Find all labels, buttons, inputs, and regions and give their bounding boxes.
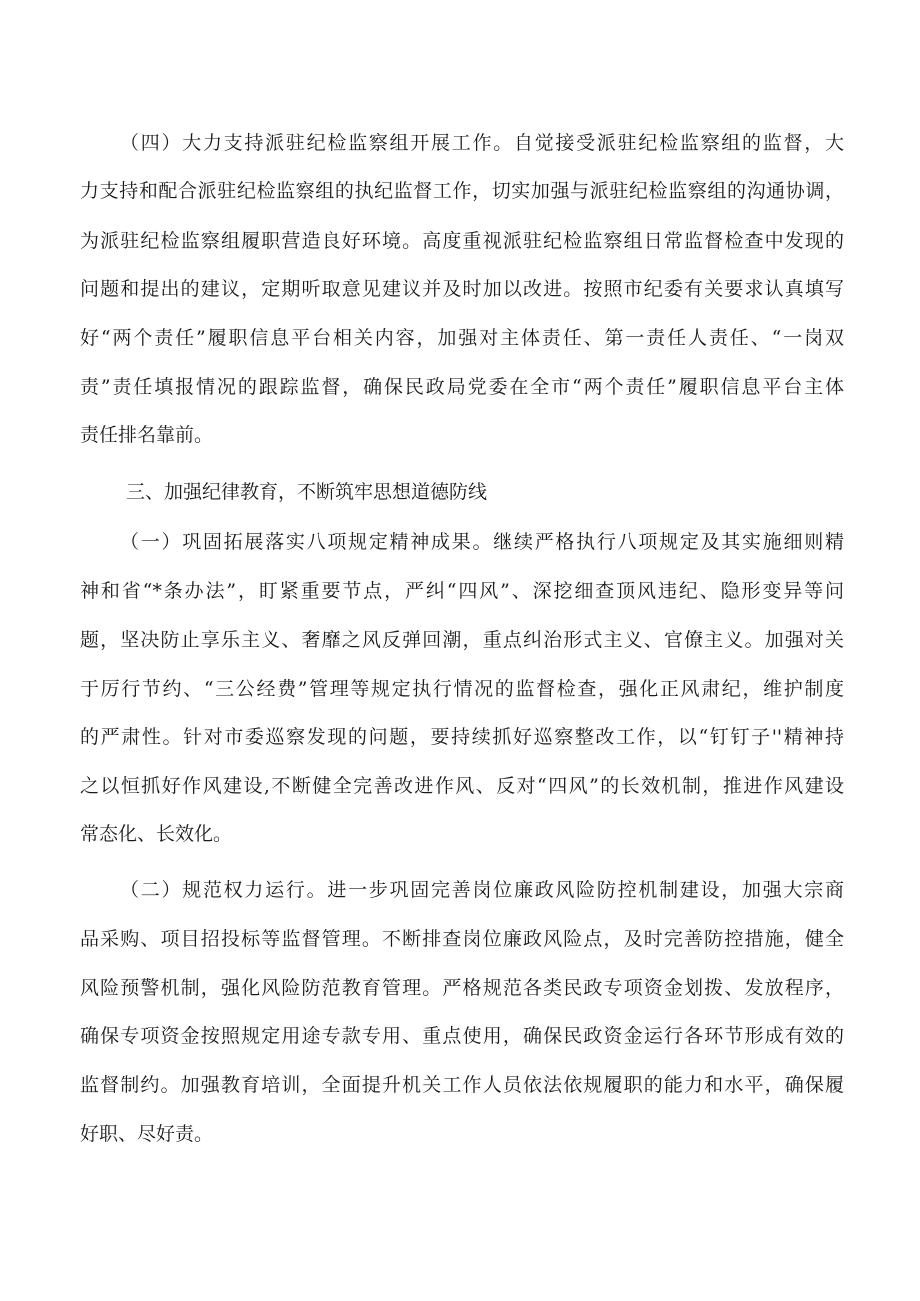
paragraph-2-line-2: 品采购、项目招投标等监督管理。不断排查岗位廉政风险点，及时完善防控措施，健全: [80, 928, 844, 950]
paragraph-1-line-4: 于厉行节约、“三公经费”管理等规定执行情况的监督检查，强化正风肃纪，维护制度: [80, 678, 844, 700]
paragraph-1-line-5: 的严肃性。针对市委巡察发现的问题，要持续抓好巡察整改工作，以“钉钉子''精神持: [80, 726, 844, 748]
paragraph-1-line-3: 题，坚决防止享乐主义、奢靡之风反弹回潮，重点纠治形式主义、官僚主义。加强对关: [80, 629, 844, 651]
paragraph-1-line-6: 之以恒抓好作风建设,不断健全完善改进作风、反对“四风”的长效机制，推进作风建设: [80, 775, 844, 797]
paragraph-4-line-3: 为派驻纪检监察组履职营造良好环境。高度重视派驻纪检监察组日常监督检查中发现的: [80, 230, 844, 252]
paragraph-4-line-6: 责”责任填报情况的跟踪监督，确保民政局党委在全市“两个责任”履职信息平台主体: [80, 376, 844, 398]
paragraph-1-line-1: （一）巩固拓展落实八项规定精神成果。继续严格执行八项规定及其实施细则精: [120, 531, 844, 553]
section-heading-3: 三、加强纪律教育，不断筑牢思想道德防线: [126, 481, 488, 503]
paragraph-4-line-4: 问题和提出的建议，定期听取意见建议并及时加以改进。按照市纪委有关要求认真填写: [80, 278, 844, 300]
paragraph-4-line-1: （四）大力支持派驻纪检监察组开展工作。自觉接受派驻纪检监察组的监督，大: [120, 132, 844, 154]
paragraph-4-line-5: 好“两个责任”履职信息平台相关内容，加强对主体责任、第一责任人责任、“一岗双: [80, 327, 844, 349]
paragraph-4-line-2: 力支持和配合派驻纪检监察组的执纪监督工作，切实加强与派驻纪检监察组的沟通协调，: [80, 180, 844, 202]
paragraph-1-line-7: 常态化、长效化。: [80, 823, 233, 845]
paragraph-2-line-3: 风险预警机制，强化风险防范教育管理。严格规范各类民政专项资金划拨、发放程序，: [80, 977, 844, 999]
paragraph-1-line-2: 神和省“*条办法”，盯紧重要节点，严纠“四风”、深挖细查顶风违纪、隐形变异等问: [80, 580, 844, 602]
paragraph-2-line-5: 监督制约。加强教育培训，全面提升机关工作人员依法依规履职的能力和水平，确保履: [80, 1074, 844, 1096]
paragraph-2-line-4: 确保专项资金按照规定用途专款专用、重点使用，确保民政资金运行各环节形成有效的: [80, 1025, 844, 1047]
paragraph-2-line-1: （二）规范权力运行。进一步巩固完善岗位廉政风险防控机制建设，加强大宗商: [120, 879, 844, 901]
paragraph-4-line-7: 责任排名靠前。: [80, 424, 214, 446]
paragraph-2-line-6: 好职、尽好责。: [80, 1123, 214, 1145]
